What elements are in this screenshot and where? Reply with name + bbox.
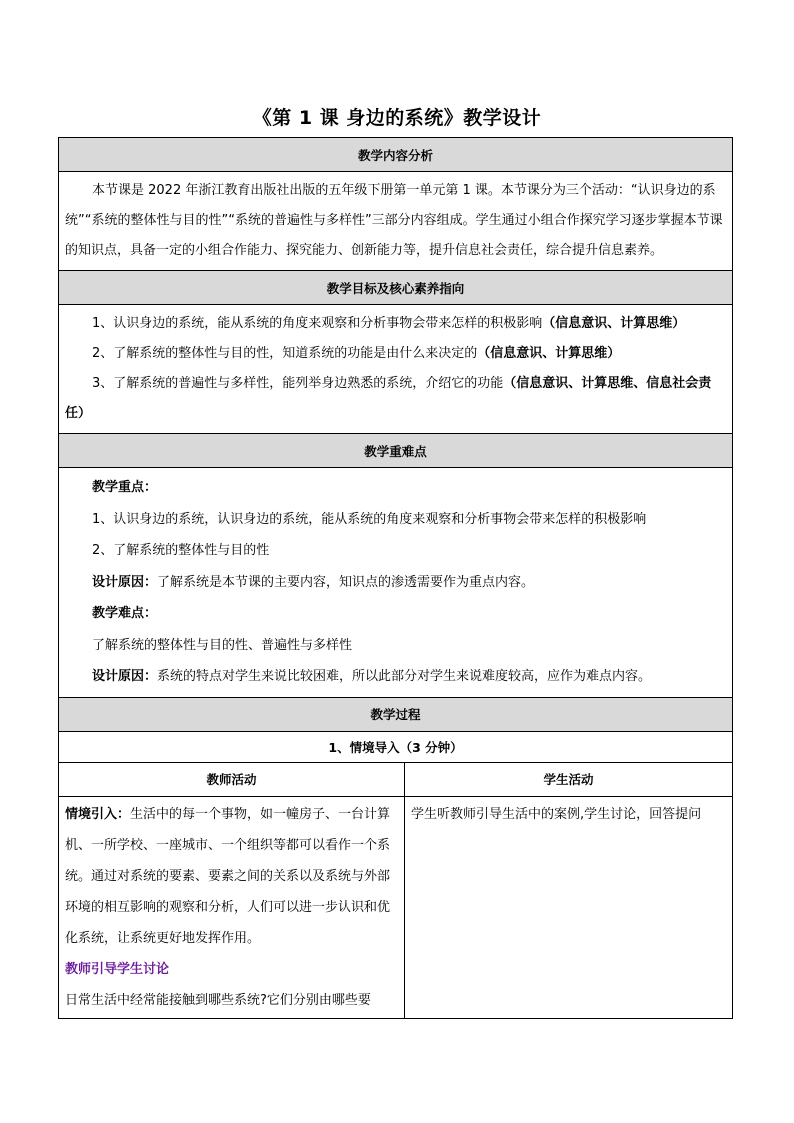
document-title: 《第 1 课 身边的系统》教学设计 [252,107,542,129]
key-point-item: 2、了解系统的整体性与目的性 [92,543,270,558]
step-title: 1、情境导入（3 分钟） [59,731,733,762]
key-points-label: 教学重点： [92,480,158,495]
teacher-activity-head: 教师活动 [59,762,405,796]
student-activity-head: 学生活动 [405,762,733,796]
difficult-reason: 设计原因：系统的特点对学生来说比较困难，所以此部分对学生来说难度较高，应作为难点内容。 [92,669,652,684]
teacher-intro: 情境引入：生活中的每一个事物，如一幢房子、一台计算机、一所学校、一座城市、一个组织等都可以看作一个系统。通过对系统的要素、要素之间的关系以及系统与外部环境的相互影响的观察和分析，人们可以进一步认识和优化系统，让系统更好地发挥作用。 [65,806,391,946]
section-head-goals: 教学目标及核心素养指向 [59,271,733,305]
section-head-key-difficult: 教学重难点 [59,434,733,468]
key-difficult-cell [59,468,733,698]
key-point-item: 1、认识身边的系统，认识身边的系统，能从系统的角度来观察和分析事物会带来怎样的积极影响 [92,511,647,527]
content-analysis-cell [59,172,733,271]
goal-item: 1、认识身边的系统，能从系统的角度来观察和分析事物会带来怎样的积极影响（信息意识、计算思维） [92,316,686,331]
section-head-content-analysis: 教学内容分析 [59,138,733,172]
difficult-point-item: 了解系统的整体性与目的性、普遍性与多样性 [92,637,353,653]
goals-cell [59,305,733,434]
goal-item: 2、了解系统的整体性与目的性，知道系统的功能是由什么来决定的（信息意识、计算思维） [92,346,621,361]
section-head-process: 教学过程 [59,697,733,731]
difficult-points-label: 教学难点： [92,606,158,621]
student-activity-cell [405,796,733,1018]
student-activity-text: 学生听教师引导生活中的案例,学生讨论，回答提问 [411,806,702,822]
lesson-plan-table [58,137,733,1019]
content-analysis-paragraph: 本节课是 2022 年浙江教育出版社出版的五年级下册第一单元第 1 课。本节课分为三个活动：“认识身边的系统”“系统的整体性与目的性”“系统的普遍性与多样性”三部分内容组成。学生通过小组合作探究学习逐步掌握本节课的知识点，具备一定的小组合作能力、探究能力、创新能力等，提升信息社会责任，综合提升信息素养。 [65,183,723,258]
teacher-activity-cell [59,796,405,1018]
goal-item: 3、了解系统的普遍性与多样性，能列举身边熟悉的系统，介绍它的功能（信息意识、计算思维、信息社会责任） [65,376,712,421]
teacher-question: 日常生活中经常能接触到哪些系统?它们分别由哪些要 [65,992,371,1008]
teacher-guide-heading: 教师引导学生讨论 [65,961,170,977]
key-reason: 设计原因：了解系统是本节课的主要内容，知识点的渗透需要作为重点内容。 [92,574,535,590]
